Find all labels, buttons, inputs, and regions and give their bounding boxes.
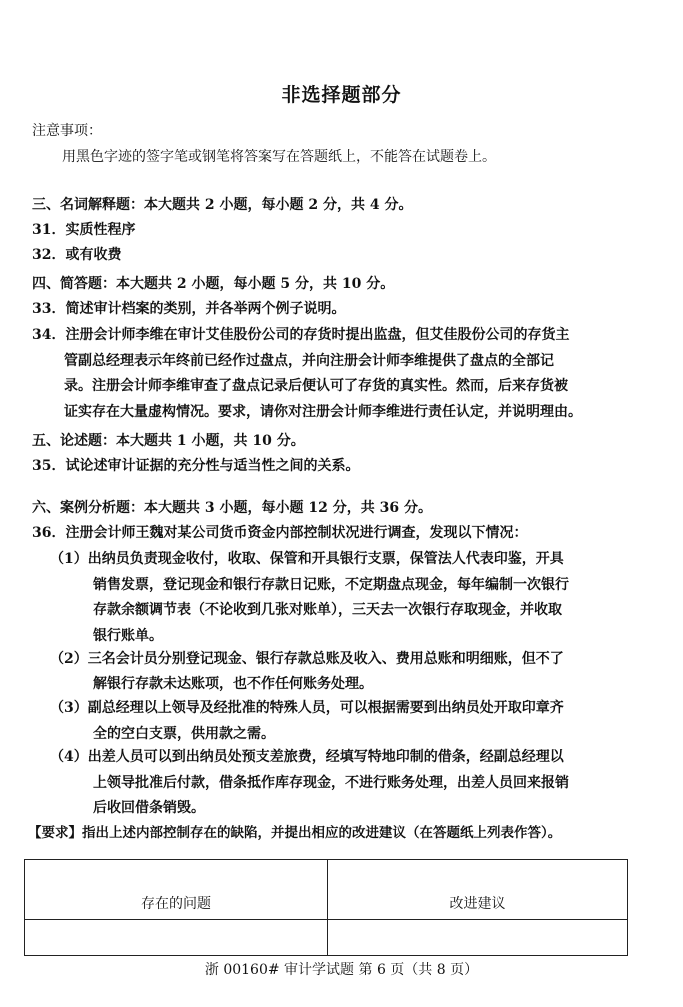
table-cell-problem xyxy=(25,920,328,956)
sec4-heading: 四、简答题：本大题共 2 小题，每小题 5 分，共 10 分。 xyxy=(32,276,395,292)
item-1-line4: 银行账单。 xyxy=(93,628,163,644)
sec6-heading: 六、案例分析题：本大题共 3 小题，每小题 12 分，共 36 分。 xyxy=(32,500,432,516)
question-32: 32．或有收费 xyxy=(32,247,122,263)
table-row xyxy=(25,920,628,956)
question-34-line3: 录。注册会计师李维审查了盘点记录后便认可了存货的真实性。然而，后来存货被 xyxy=(64,378,568,394)
table-header-suggestion: 改进建议 xyxy=(328,860,628,920)
question-34-line1: 34．注册会计师李维在审计艾佳股份公司的存货时提出监盘，但艾佳股份公司的存货主 xyxy=(32,327,570,343)
item-1-line3: 存款余额调节表（不论收到几张对账单），三天去一次银行存取现金，并收取 xyxy=(93,602,562,618)
sec5-heading: 五、论述题：本大题共 1 小题，共 10 分。 xyxy=(32,433,305,449)
item-1-line2: 销售发票，登记现金和银行存款日记账，不定期盘点现金，每年编制一次银行 xyxy=(93,577,569,593)
item-2-line2: 解银行存款未达账项，也不作任何账务处理。 xyxy=(93,676,373,692)
requirement: 【要求】指出上述内部控制存在的缺陷，并提出相应的改进建议（在答题纸上列表作答）。 xyxy=(28,825,562,841)
item-4-line1: （4）出差人员可以到出纳员处预支差旅费，经填写特地印制的借条，经副总经理以 xyxy=(50,749,564,765)
table-header-row xyxy=(25,860,628,920)
item-1-line1: （1）出纳员负责现金收付，收取、保管和开具银行支票，保管法人代表印鉴，开具 xyxy=(50,551,564,567)
question-36: 36．注册会计师王魏对某公司货币资金内部控制状况进行调查，发现以下情况： xyxy=(32,525,528,541)
answer-table xyxy=(24,859,628,956)
question-34-line4: 证实存在大量虚构情况。要求，请你对注册会计师李维进行责任认定，并说明理由。 xyxy=(64,404,582,420)
item-4-line2: 上领导批准后付款，借条抵作库存现金，不进行账务处理，出差人员回来报销 xyxy=(93,775,569,791)
notice-body: 用黑色字迹的签字笔或钢笔将答案写在答题纸上，不能答在试题卷上。 xyxy=(62,149,496,165)
page-footer: 浙 00160# 审计学试题 第 6 页（共 8 页） xyxy=(204,962,479,978)
question-34-line2: 管副总经理表示年终前已经作过盘点，并向注册会计师李维提供了盘点的全部记 xyxy=(64,353,554,369)
sec3-heading: 三、名词解释题：本大题共 2 小题，每小题 2 分，共 4 分。 xyxy=(32,197,413,213)
section-title: 非选择题部分 xyxy=(281,84,402,106)
notice-heading: 注意事项： xyxy=(32,123,102,139)
question-31: 31．实质性程序 xyxy=(32,222,136,238)
item-4-line3: 后收回借条销毁。 xyxy=(93,800,205,816)
item-2-line1: （2）三名会计员分别登记现金、银行存款总账及收入、费用总账和明细账，但不了 xyxy=(50,651,564,667)
item-3-line2: 全的空白支票，供用款之需。 xyxy=(93,726,275,742)
question-33: 33．简述审计档案的类别，并各举两个例子说明。 xyxy=(32,301,346,317)
table-header-problem: 存在的问题 xyxy=(25,860,328,920)
item-3-line1: （3）副总经理以上领导及经批准的特殊人员，可以根据需要到出纳员处开取印章齐 xyxy=(50,700,564,716)
table-cell-suggestion xyxy=(328,920,628,956)
question-35: 35．试论述审计证据的充分性与适当性之间的关系。 xyxy=(32,458,360,474)
